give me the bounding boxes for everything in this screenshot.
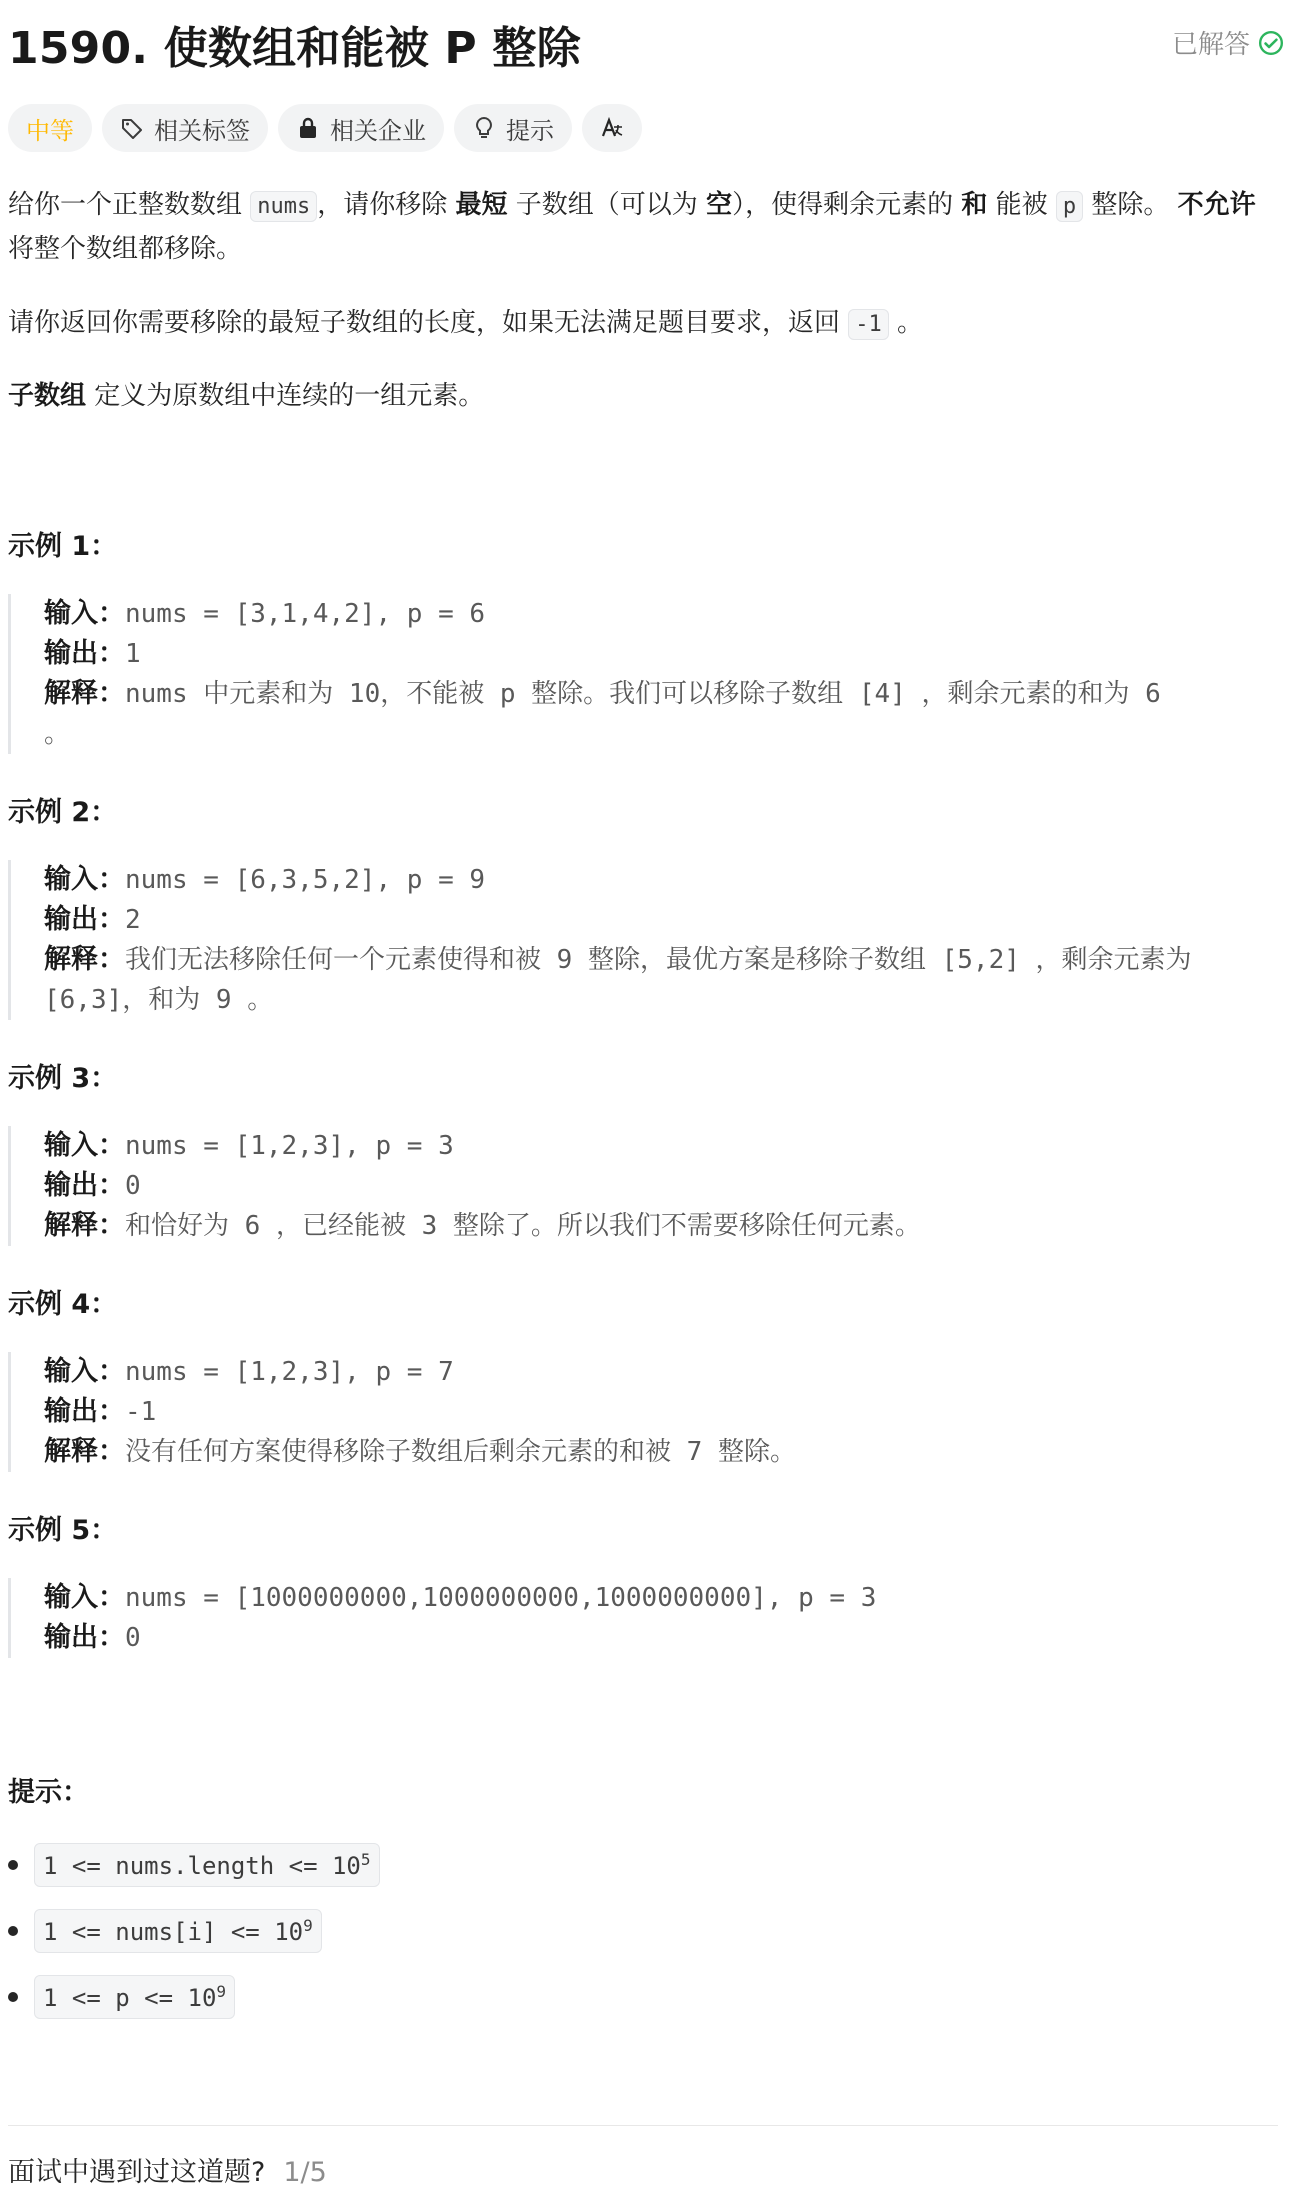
description-paragraph-2: 请你返回你需要移除的最短子数组的长度，如果无法满足题目要求，返回 -1 。 (8, 308, 924, 338)
example-input: nums = [6,3,5,2], p = 9 (125, 865, 486, 895)
bullet-dot (8, 1860, 18, 1870)
example-explanation: 我们无法移除任何一个元素使得和被 9 整除，最优方案是移除子数组 [5,2] ，剩余元素为 (125, 945, 1192, 975)
example-block: 输入：nums = [3,1,4,2], p = 6 输出：1 解释：nums 中元素和为 10，不能被 p 整除。我们可以移除子数组 [4] ，剩余元素的和为 6 。 (8, 594, 1284, 754)
lock-icon (296, 116, 320, 140)
constraint-item (8, 1975, 235, 2019)
example-output: 2 (125, 905, 141, 935)
interview-question-prompt[interactable] (8, 2150, 327, 2189)
nums-code: nums (250, 191, 317, 222)
example-input: nums = [1000000000,1000000000,1000000000], p = 3 (125, 1583, 877, 1613)
example-explanation: 没有任何方案使得移除子数组后剩余元素的和被 7 整除。 (125, 1437, 796, 1467)
example-block: 输入：nums = [1,2,3], p = 7 输出：-1 解释：没有任何方案使得移除子数组后剩余元素的和被 7 整除。 (8, 1352, 1284, 1472)
divider (8, 2125, 1278, 2126)
example-explanation: nums 中元素和为 10，不能被 p 整除。我们可以移除子数组 [4] ，剩余元素的和为 6 (125, 679, 1161, 709)
constraint-code: $1 <= p <= 10^9$ (34, 1975, 235, 2019)
difficulty-badge (8, 104, 92, 152)
example-input: nums = [1,2,3], p = 7 (125, 1357, 454, 1387)
example-output: 0 (125, 1171, 141, 1201)
bullet-dot (8, 1992, 18, 2002)
problem-title: 1590. 使数组和能被 P 整除 (8, 23, 581, 74)
neg-one-code: -1 (848, 309, 889, 340)
example-block: 输入：nums = [6,3,5,2], p = 9 输出：2 解释：我们无法移除任何一个元素使得和被 9 整除，最优方案是移除子数组 [5,2] ，剩余元素为 [6,3]，和为 9 。 (8, 860, 1284, 1020)
constraint-code: 1 <= nums[i] <= $10^9$ (34, 1909, 322, 1953)
description-paragraph-3: 子数组 定义为原数组中连续的一组元素。 (8, 381, 485, 411)
p-code: p (1056, 191, 1083, 222)
difficulty-label: 中等 (26, 116, 74, 145)
lightbulb-icon (472, 116, 496, 140)
description-paragraph-1: 给你一个正整数数组 nums ，请你移除 最短 子数组（可以为 空），使得剩余元素的 和 能被 p 整除。 不允许 将整个数组都移除。 (8, 190, 1256, 264)
example-output: 0 (125, 1623, 141, 1653)
translate-icon (600, 116, 624, 140)
example-heading: 示例 5： (8, 1515, 118, 1546)
related-tags-label: 相关标签 (154, 116, 250, 145)
translate-button[interactable] (582, 104, 642, 152)
hint-label: 提示 (506, 116, 554, 145)
example-heading: 示例 2： (8, 797, 118, 828)
constraints-heading: 提示： (8, 1777, 89, 1808)
page-indicator: 1/5 (283, 2157, 327, 2188)
example-heading: 示例 1： (8, 531, 118, 562)
solved-status (1172, 24, 1284, 61)
example-input: nums = [3,1,4,2], p = 6 (125, 599, 486, 629)
hint-button[interactable] (454, 104, 572, 152)
example-input: nums = [1,2,3], p = 3 (125, 1131, 454, 1161)
example-output: -1 (125, 1397, 157, 1427)
example-block: 输入：nums = [1,2,3], p = 3 输出：0 解释：和恰好为 6 ，已经能被 3 整除了。所以我们不需要移除任何元素。 (8, 1126, 1284, 1246)
bullet-dot (8, 1926, 18, 1936)
interview-question-label: 面试中遇到过这道题? (8, 2157, 266, 2188)
related-companies-button[interactable] (278, 104, 444, 152)
constraint-item (8, 1909, 322, 1953)
example-heading: 示例 3： (8, 1063, 118, 1094)
tag-icon (120, 116, 144, 140)
constraint-item (8, 1843, 380, 1887)
solved-label: 已解答 (1171, 30, 1250, 60)
constraint-code: 1 <= nums.length <= $10^5$ (34, 1843, 380, 1887)
related-tags-button[interactable] (102, 104, 268, 152)
example-block: 输入：nums = [1000000000,1000000000,1000000000], p = 3 输出：0 (8, 1578, 1284, 1658)
related-companies-label: 相关企业 (330, 116, 426, 145)
example-output: 1 (125, 639, 141, 669)
example-heading: 示例 4： (8, 1289, 118, 1320)
example-explanation: 和恰好为 6 ，已经能被 3 整除了。所以我们不需要移除任何元素。 (125, 1211, 921, 1241)
check-circle-icon (1258, 30, 1284, 56)
tag-row (8, 104, 642, 152)
